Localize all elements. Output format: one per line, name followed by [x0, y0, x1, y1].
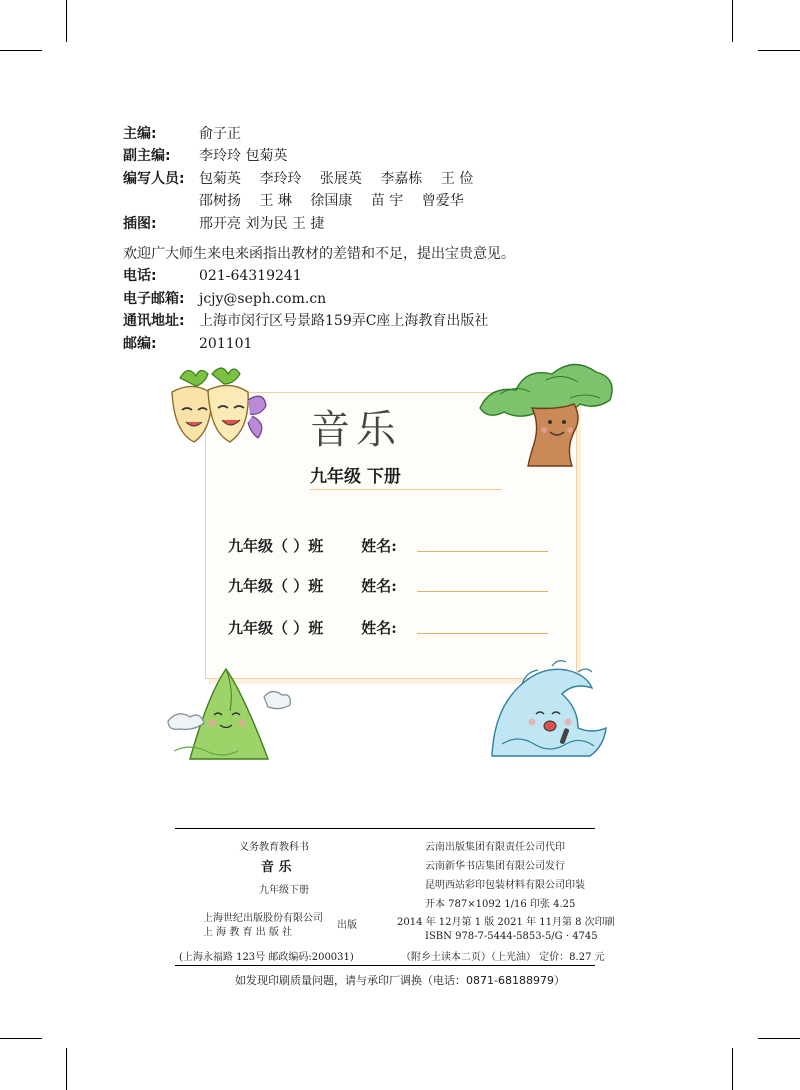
crop-mark — [0, 50, 42, 51]
cip-grade: 九年级下册 — [259, 885, 309, 896]
illustrators-label: 插图: — [123, 215, 157, 232]
name-field-line[interactable] — [417, 591, 548, 592]
crop-mark — [66, 1048, 67, 1090]
credits-block — [123, 123, 515, 355]
writer-name: 曾爱华 — [421, 193, 464, 210]
email-value[interactable]: jcjy@seph.com.cn — [199, 290, 327, 307]
writer-name: 李玲玲 — [259, 170, 302, 187]
grade-class-label: 九年级（ ）班 — [228, 577, 324, 595]
cip-series: 义务教育教科书 — [239, 842, 309, 853]
illustrators-row — [123, 213, 515, 235]
postcode-label: 邮编: — [123, 335, 157, 352]
subtitle-underline — [310, 489, 502, 490]
writers-names-2 — [199, 190, 478, 212]
writers-row — [123, 168, 515, 190]
crop-mark — [732, 0, 733, 42]
address-value: 上海市闵行区号景路159弄C座上海教育出版社 — [199, 313, 489, 330]
book-title: 音乐 — [310, 407, 402, 453]
deputy-editor-value: 李玲玲 包菊英 — [199, 148, 288, 165]
chief-editor-value: 俞子正 — [199, 126, 241, 142]
postcode-value: 201101 — [199, 335, 253, 352]
email-row — [123, 288, 515, 310]
writer-name: 王 俭 — [440, 170, 474, 187]
deputy-editor-row — [123, 145, 515, 167]
writers-label: 编写人员: — [123, 170, 185, 187]
cip-distributor: 云南新华书店集团有限公司发行 — [425, 861, 565, 872]
deputy-editor-label: 副主编: — [123, 148, 171, 165]
welcome-text: 欢迎广大师生来电来函指出教材的差错和不足，提出宝贵意见。 — [123, 246, 515, 263]
address-row — [123, 310, 515, 332]
writers-row-2 — [123, 190, 515, 212]
form-row — [228, 575, 397, 596]
name-label: 姓名: — [361, 577, 397, 595]
grade-class-label: 九年级（ ）班 — [228, 619, 324, 637]
illustrators-value: 邢开亮 刘为民 王 捷 — [199, 215, 325, 232]
print-quality-notice: 如发现印刷质量问题，请与承印厂调换（电话：0871-68188979） — [235, 974, 565, 987]
cip-format: 开本 787×1092 1/16 印张 4.25 — [425, 899, 576, 910]
cip-block — [175, 828, 615, 966]
crop-mark — [758, 50, 800, 51]
writer-name: 邵树扬 — [199, 193, 241, 210]
name-label: 姓名: — [361, 619, 397, 637]
cip-agent: 云南出版集团有限责任公司代印 — [425, 842, 565, 853]
name-field-line[interactable] — [417, 551, 548, 552]
cip-isbn: ISBN 978-7-5444-5853-5/G · 4745 — [425, 931, 598, 942]
cip-publish-word: 出版 — [337, 920, 357, 931]
cip-edition: 2014 年 12月第 1 版 2021 年 11月第 8 次印刷 — [397, 917, 615, 928]
wave-illustration — [482, 648, 612, 763]
cip-price: （附乡土读本二页）（上光油） 定价：8.27 元 — [401, 952, 605, 963]
chief-editor-label: 主编: — [123, 126, 157, 142]
form-row — [228, 535, 397, 556]
drama-masks-illustration — [160, 360, 280, 460]
name-field-line[interactable] — [417, 633, 548, 634]
cip-printer: 昆明西站彩印包装材料有限公司印装 — [425, 880, 585, 891]
grade-class-label: 九年级（ ）班 — [228, 537, 324, 555]
email-label: 电子邮箱: — [123, 290, 185, 307]
writers-names-1 — [199, 168, 487, 190]
crop-mark — [0, 1038, 42, 1039]
cip-publisher-1: 上海世纪出版股份有限公司 — [203, 913, 323, 924]
chief-editor-row — [123, 123, 515, 145]
address-label: 通讯地址: — [123, 313, 185, 330]
form-row — [228, 617, 397, 638]
phone-label: 电话: — [123, 268, 157, 285]
book-subtitle: 九年级 下册 — [310, 467, 401, 487]
writer-name: 张展英 — [319, 170, 362, 187]
phone-row — [123, 265, 515, 287]
writer-name: 苗 宇 — [370, 193, 404, 210]
writer-name: 李嘉栋 — [380, 170, 423, 187]
writer-name: 徐国康 — [310, 193, 353, 210]
mountain-illustration — [160, 655, 300, 765]
cip-publisher-2: 上 海 教 育 出 版 社 — [203, 927, 293, 938]
phone-value: 021-64319241 — [199, 268, 302, 285]
cip-pub-address: (上海永福路 123号 邮政编码:200031) — [179, 952, 354, 963]
name-label: 姓名: — [361, 537, 397, 555]
crop-mark — [732, 1048, 733, 1090]
pine-tree-illustration — [470, 348, 620, 468]
writer-name: 王 琳 — [259, 193, 292, 210]
crop-mark — [66, 0, 67, 42]
postcode-row — [123, 333, 515, 355]
crop-mark — [758, 1038, 800, 1039]
cip-book-title: 音 乐 — [261, 860, 292, 875]
writer-name: 包菊英 — [199, 170, 241, 187]
